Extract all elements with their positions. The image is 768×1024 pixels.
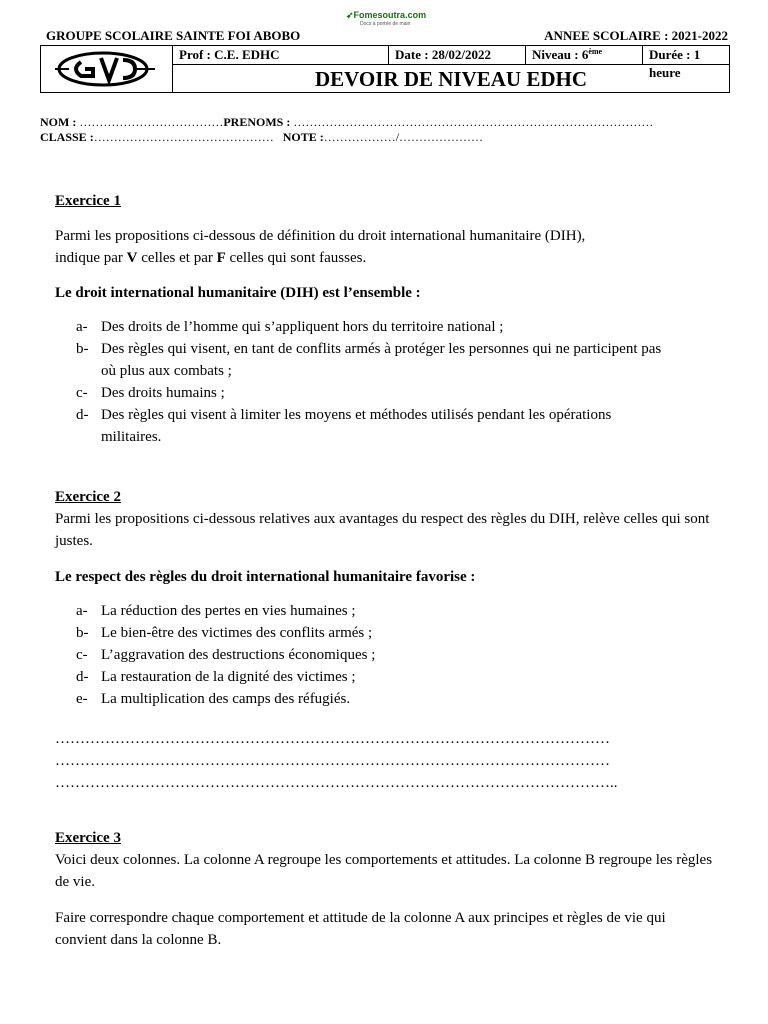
- exercise-1-stem: Le droit international humanitaire (DIH) est l’ensemble :: [55, 285, 421, 301]
- watermark-subtitle: Docs à portée de main: [360, 21, 411, 27]
- list-item: [76, 404, 716, 448]
- list-item: [76, 622, 716, 644]
- school-name: GROUPE SCOLAIRE SAINTE FOI ABOBO: [46, 28, 301, 43]
- exercise-3-paragraph-2: Faire correspondre chaque comportement et attitude de la colonne A aux principes et règles de vie qui convient dans la colonne B.: [55, 910, 666, 948]
- watermark: ➶Fomesoutra.com Docs à portée de main: [346, 10, 427, 27]
- exercise-2-stem: Le respect des règles du droit international humanitaire favorise :: [55, 569, 476, 585]
- classe-field: ………………………………………: [93, 130, 274, 144]
- duration-cell: Durée : 1 heure: [643, 46, 729, 65]
- item-text: Des droits humains ;: [101, 385, 225, 401]
- exercise-3-paragraph-1: Voici deux colonnes. La colonne A regroupe les comportements et attitudes. La colonne B regroupe les règles de vie.: [55, 852, 713, 890]
- intro-text: indique par: [55, 250, 127, 266]
- list-item: [76, 382, 716, 404]
- leaf-icon: ➶: [346, 10, 354, 20]
- item-marker: d-: [76, 669, 89, 685]
- item-marker: e-: [76, 691, 88, 707]
- logo-icon: [51, 50, 161, 88]
- answer-line[interactable]: …………………………………………………………………………………………………: [55, 731, 610, 747]
- list-item: [76, 666, 716, 688]
- prenoms-field: ………………………………………………………………………………: [293, 115, 654, 129]
- exercise-1-instructions: [55, 225, 715, 269]
- watermark-text: Fomesoutra: [353, 10, 406, 20]
- prenoms-label: PRENOMS :: [223, 115, 291, 129]
- nom-field: ………………………………: [79, 115, 224, 129]
- level-text: Niveau : 6: [532, 47, 589, 62]
- note-field: ………………/…………………: [323, 130, 484, 144]
- item-marker: b-: [76, 341, 89, 357]
- date-cell: Date : 28/02/2022: [389, 46, 526, 65]
- item-text: La réduction des pertes en vies humaines ;: [101, 603, 356, 619]
- item-marker: c-: [76, 647, 88, 663]
- true-marker: V: [126, 250, 138, 266]
- item-marker: d-: [76, 407, 89, 423]
- classe-label: CLASSE :: [40, 130, 94, 144]
- student-name-line: [40, 115, 653, 130]
- item-text: Le bien-être des victimes des conflits armés ;: [101, 625, 373, 641]
- exercise-3-title: Exercice 3: [55, 830, 121, 846]
- intro-text: celles et par: [137, 250, 217, 266]
- false-marker: F: [216, 250, 226, 266]
- item-marker: a-: [76, 319, 88, 335]
- list-item: [76, 644, 716, 666]
- answer-line[interactable]: …………………………………………………………………………………………………: [55, 753, 610, 769]
- list-item: [76, 316, 716, 338]
- exam-title: DEVOIR DE NIVEAU EDHC: [314, 67, 588, 91]
- item-marker: c-: [76, 385, 88, 401]
- exercise-1-intro-line1: Parmi les propositions ci-dessous de définition du droit international humanitaire (DIH),: [55, 228, 586, 244]
- level-cell: [526, 46, 643, 65]
- intro-text: celles qui sont fausses.: [225, 250, 367, 266]
- exercise-2-title: Exercice 2: [55, 489, 121, 505]
- exercise-1-intro-line2: [55, 247, 715, 269]
- answer-line[interactable]: …………………………………………………………………………………………………..: [55, 775, 618, 791]
- list-item: [76, 688, 716, 710]
- student-class-line: [40, 130, 483, 145]
- exercise-2-list: [76, 600, 716, 710]
- item-marker: a-: [76, 603, 88, 619]
- nom-label: NOM :: [40, 115, 77, 129]
- item-text: Des règles qui visent, en tant de conflits armés à protéger les personnes qui ne participent pas où plus aux combats ;: [101, 341, 662, 379]
- school-logo: [41, 46, 173, 92]
- school-year: ANNEE SCOLAIRE : 2021-2022: [544, 28, 728, 43]
- item-text: La multiplication des camps des réfugiés.: [101, 691, 351, 707]
- item-text: L’aggravation des destructions économiques ;: [101, 647, 376, 663]
- exam-header-table: [40, 45, 730, 93]
- level-superscript: ème: [588, 47, 603, 56]
- item-text: La restauration de la dignité des victimes ;: [101, 669, 356, 685]
- item-text: Des règles qui visent à limiter les moyens et méthodes utilisés pendant les opérations militaires.: [101, 407, 612, 445]
- item-marker: b-: [76, 625, 89, 641]
- item-text: Des droits de l’homme qui s’appliquent hors du territoire national ;: [101, 319, 504, 335]
- list-item: [76, 338, 716, 382]
- exercise-1-list: [76, 316, 716, 448]
- list-item: [76, 600, 716, 622]
- teacher-cell: Prof : C.E. EDHC: [173, 46, 389, 65]
- note-label: NOTE :: [282, 130, 324, 144]
- exercise-1-title: Exercice 1: [55, 193, 121, 209]
- exercise-2-intro: Parmi les propositions ci-dessous relatives aux avantages du respect des règles du DIH, relève celles qui sont justes.: [55, 511, 710, 549]
